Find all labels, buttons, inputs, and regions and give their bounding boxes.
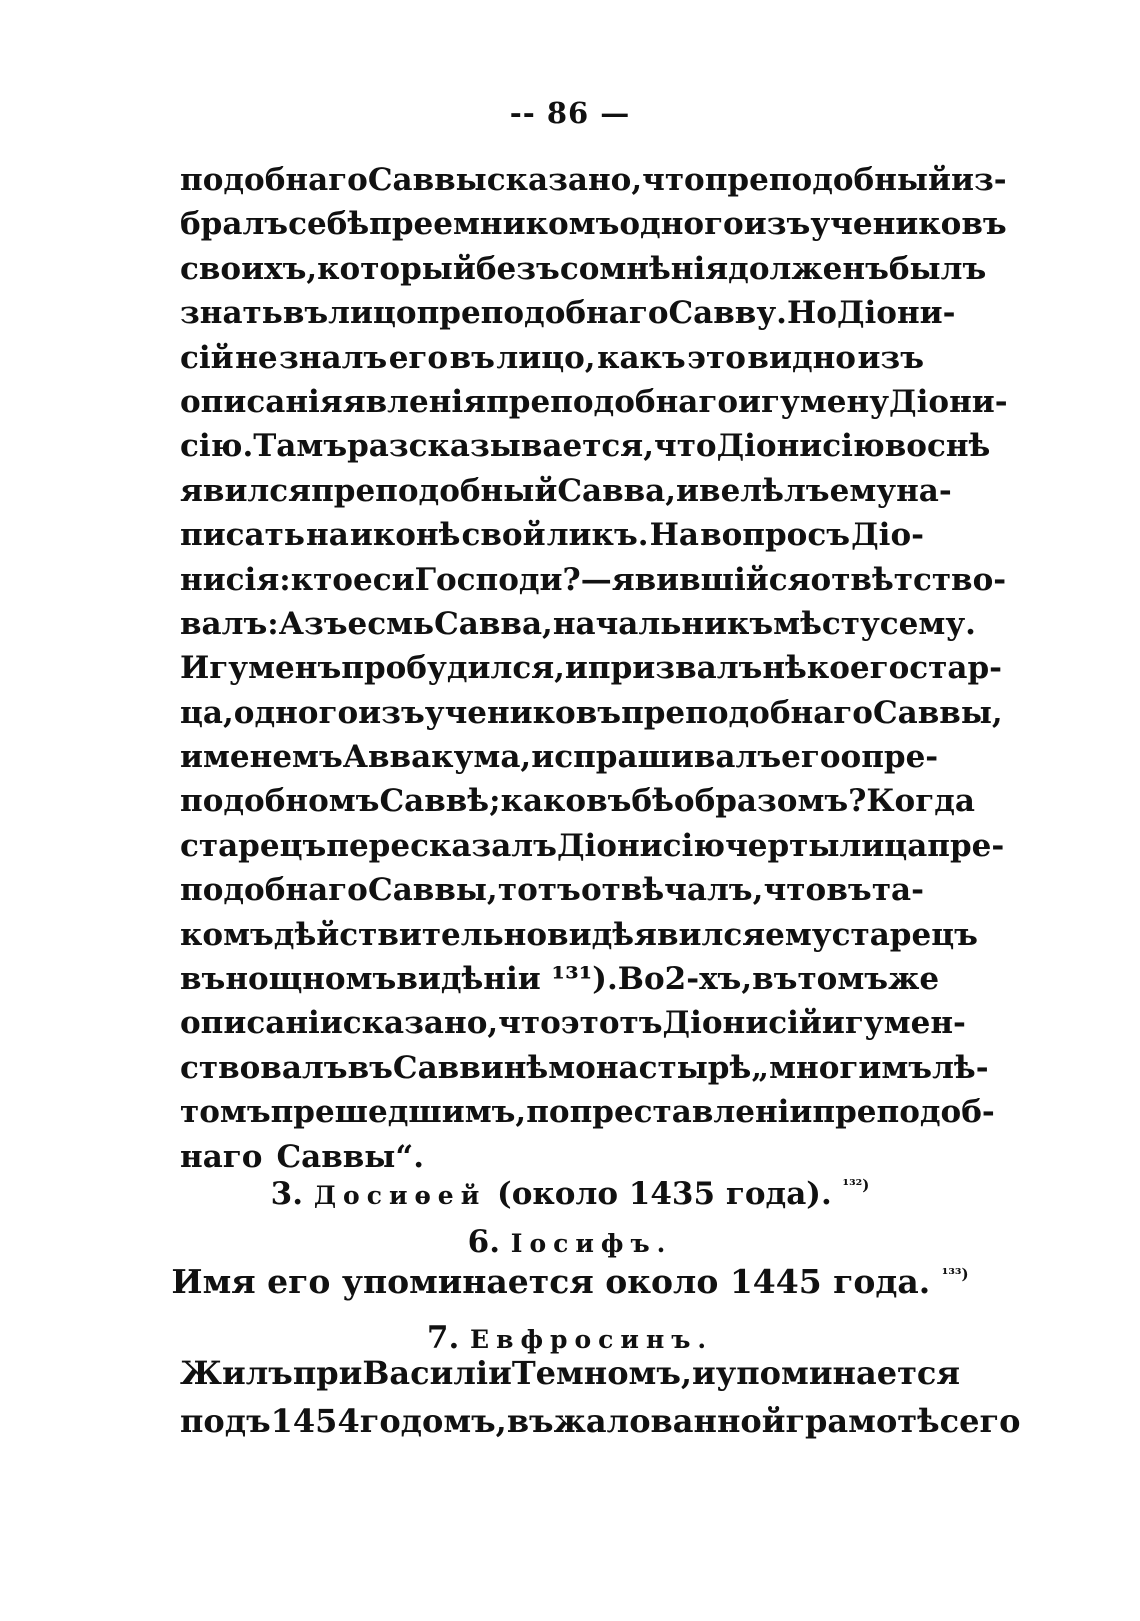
word: сего [939, 1402, 1021, 1440]
word: снѣ [926, 428, 991, 465]
word: сій [180, 339, 234, 376]
word: описанія [180, 383, 343, 420]
word: лицо, [496, 339, 596, 376]
word: Саввы, [872, 694, 1003, 731]
word: иконѣ [349, 517, 461, 554]
word: сказано, [342, 1005, 499, 1042]
word: преставленіи [569, 1094, 813, 1131]
word: мѣсту [773, 605, 880, 642]
word: на- [896, 472, 952, 509]
word: этотъ [560, 1005, 663, 1042]
word: вопросъ [700, 517, 851, 554]
word: подъ [180, 1402, 271, 1440]
word: призвалъ [587, 650, 763, 687]
word: Савва, [434, 605, 553, 642]
word: подобнаго [180, 162, 368, 198]
word: учениковъ [810, 206, 1007, 243]
text-line [180, 561, 1007, 606]
word: подобнаго [180, 872, 368, 909]
word: „многимъ [751, 1049, 933, 1086]
word: наго [180, 1138, 263, 1175]
word: из- [950, 162, 1007, 198]
word: писать [180, 517, 305, 554]
word: 1454 [270, 1402, 360, 1440]
word: лицо [328, 295, 417, 332]
word: явился [634, 916, 766, 953]
word: преподобный [311, 472, 558, 509]
word: въ [752, 961, 798, 998]
word: жалованной [553, 1402, 786, 1440]
text-line [180, 1354, 961, 1402]
word: нощномъ [225, 961, 397, 998]
word: видѣніи ¹³¹). [396, 961, 618, 998]
word: валъ: [180, 605, 279, 642]
word: преподоб- [812, 1094, 995, 1131]
text-line [180, 1049, 989, 1094]
word: преподобный [704, 162, 951, 198]
text-line [180, 250, 987, 295]
word: и [676, 472, 700, 509]
word: сію. [180, 428, 254, 465]
text-line [180, 1005, 966, 1049]
word: грамотѣ [785, 1402, 940, 1440]
word: годомъ, [359, 1402, 507, 1440]
word: что [498, 1005, 561, 1042]
word: томъ [797, 961, 889, 998]
word: Темномъ, [511, 1354, 693, 1392]
text-line [180, 694, 1003, 739]
word: именемъ [180, 739, 343, 776]
word: черты [725, 827, 840, 864]
word: спрашивалъ [554, 739, 782, 776]
word: упоминается [715, 1354, 961, 1392]
section-6-text [0, 1262, 1140, 1301]
word: ему [829, 472, 897, 509]
section-number: 3. [270, 1176, 304, 1212]
footnote-ref: ¹³²) [842, 1176, 870, 1194]
word: явленія [342, 383, 487, 420]
word: подобномъ [180, 783, 380, 820]
word: томъ [180, 1094, 271, 1131]
section-heading-3 [0, 1176, 1140, 1212]
word: отвѣчалъ, [580, 872, 764, 909]
word: въ [180, 961, 226, 998]
footnote-ref: ¹³³) [941, 1265, 969, 1283]
word: Во [617, 961, 665, 998]
word: который [317, 250, 476, 287]
word: На [649, 517, 699, 554]
word: тотъ [497, 872, 581, 909]
section-heading-6 [0, 1224, 1140, 1260]
word: Діони- [836, 295, 956, 332]
word: пре- [861, 739, 939, 776]
word: свой [461, 517, 546, 554]
word: разсказывается, [347, 428, 654, 465]
word: кто [290, 561, 353, 598]
word: сомнѣнія [559, 250, 729, 287]
word: и [564, 650, 588, 687]
word: преемникомъ [369, 206, 620, 243]
text-line [180, 295, 956, 339]
word: это [687, 339, 746, 376]
word: въ [449, 339, 495, 376]
word: въ [347, 1049, 393, 1086]
word: прешедшимъ, [270, 1094, 527, 1131]
word: видѣ [547, 916, 635, 953]
word: во [884, 428, 927, 465]
word: Когда [866, 783, 975, 820]
word: ликъ. [546, 517, 649, 554]
word: есмь [347, 605, 435, 642]
word: въ [506, 1402, 554, 1440]
word: Аввакума, [342, 739, 532, 776]
text-line [180, 961, 940, 1005]
word: образомъ? [673, 783, 867, 820]
word: Жилъ [180, 1354, 293, 1392]
text-line [180, 1094, 995, 1138]
word: игумен- [821, 1005, 966, 1042]
word: дѣйствительно [273, 916, 548, 953]
section-heading-7 [0, 1320, 1140, 1356]
word: нѣкоего [762, 650, 910, 687]
section-number: 6. [467, 1224, 500, 1260]
word: его [388, 339, 449, 376]
word: бѣ [631, 783, 674, 820]
word: Саввинѣ [392, 1049, 549, 1086]
text-line [180, 383, 1008, 428]
word: отвѣтство- [810, 561, 1007, 598]
word: сказано, [486, 162, 643, 198]
word: каковъ [500, 783, 632, 820]
section-name: Евфросинъ. [470, 1325, 714, 1354]
word: игумену [738, 383, 890, 420]
word: начальникъ [552, 605, 774, 642]
word: монастырѣ [548, 1049, 752, 1086]
word: себѣ [288, 206, 370, 243]
section-name: Досиѳей [313, 1181, 487, 1210]
word: старецъ [831, 916, 978, 953]
word: та- [871, 872, 924, 909]
word: Саввы, [368, 872, 498, 909]
page-number: -- 86 — [509, 96, 631, 130]
text-line [180, 872, 924, 916]
section-7-paragraph [180, 1354, 1021, 1450]
word: въ [282, 295, 329, 332]
word: долженъ [728, 250, 889, 287]
word: Діони- [889, 383, 1008, 420]
mention-text: Имя его упоминается около 1445 года. [171, 1262, 931, 1301]
word: безъ [475, 250, 560, 287]
word: знать [180, 295, 283, 332]
text-line [180, 650, 1002, 694]
word: преподобнаго [486, 383, 739, 420]
word: сему. [879, 605, 976, 642]
word: Василіи [362, 1354, 512, 1392]
word: пре- [927, 827, 1005, 864]
word: на [306, 517, 349, 554]
word: Діо- [851, 517, 924, 554]
word: по [526, 1094, 570, 1131]
word: при [292, 1354, 363, 1392]
word: ца, [180, 694, 234, 731]
word: еси [352, 561, 415, 598]
word: старецъ [180, 827, 327, 864]
word: Савву. [668, 295, 787, 332]
text-line [180, 472, 952, 517]
word: лица [839, 827, 928, 864]
word: Но [786, 295, 837, 332]
word: не [235, 339, 278, 376]
text-line [180, 1402, 1021, 1450]
word: нисія: [180, 561, 291, 598]
word: бралъ [180, 206, 289, 243]
word: комъ [180, 916, 274, 953]
word: и [692, 1354, 716, 1392]
word: преподобнаго [621, 694, 873, 731]
word: Діонисій [662, 1005, 822, 1042]
section-date: (около 1435 года). [497, 1176, 832, 1212]
text-line [180, 827, 1005, 872]
word: изъ [857, 339, 924, 376]
word: ему [765, 916, 832, 953]
word: Саввѣ; [379, 783, 501, 820]
word: стар- [909, 650, 1002, 687]
word: одного [233, 694, 359, 731]
word: Діонисію [556, 827, 726, 864]
text-line [180, 739, 939, 783]
section-number: 7. [426, 1320, 460, 1356]
word: пробудился, [341, 650, 565, 687]
word: своихъ, [180, 250, 318, 287]
word: въ [826, 872, 872, 909]
word: его [781, 739, 841, 776]
word: видно [747, 339, 856, 376]
text-line [180, 605, 976, 650]
word: Азъ [278, 605, 348, 642]
word: изъ [358, 694, 425, 731]
word: преподобнаго [416, 295, 669, 332]
word: одного [619, 206, 744, 243]
word: 2-хъ, [664, 961, 753, 998]
word: Игуменъ [180, 650, 342, 687]
word: зналъ [279, 339, 388, 376]
word: Господи?—явившійся [414, 561, 811, 598]
word: пересказалъ [326, 827, 557, 864]
word: и [531, 739, 555, 776]
word: описаніи [180, 1005, 343, 1042]
word: велѣлъ [699, 472, 830, 509]
word: Діонисію [716, 428, 885, 465]
word: Саввы“. [276, 1138, 424, 1175]
word: изъ [743, 206, 811, 243]
text-line [180, 916, 978, 961]
word: Савва, [557, 472, 677, 509]
word: учениковъ [424, 694, 622, 731]
word: что [654, 428, 717, 465]
text-line [180, 428, 991, 472]
section-name: Іосифъ. [510, 1229, 673, 1258]
word: что [642, 162, 705, 198]
text-line [180, 162, 1007, 206]
text-line [180, 206, 1007, 250]
main-paragraph [180, 162, 1008, 1183]
word: Тамъ [253, 428, 348, 465]
word: явился [180, 472, 312, 509]
word: былъ [888, 250, 987, 287]
word: Саввы [367, 162, 487, 198]
word: лѣ- [932, 1049, 989, 1086]
word: какъ [597, 339, 686, 376]
text-line [180, 783, 975, 827]
word: же [888, 961, 940, 998]
word: что [763, 872, 827, 909]
word: ствовалъ [180, 1049, 348, 1086]
text-line [180, 517, 924, 561]
word: о [840, 739, 862, 776]
text-line [180, 340, 924, 384]
